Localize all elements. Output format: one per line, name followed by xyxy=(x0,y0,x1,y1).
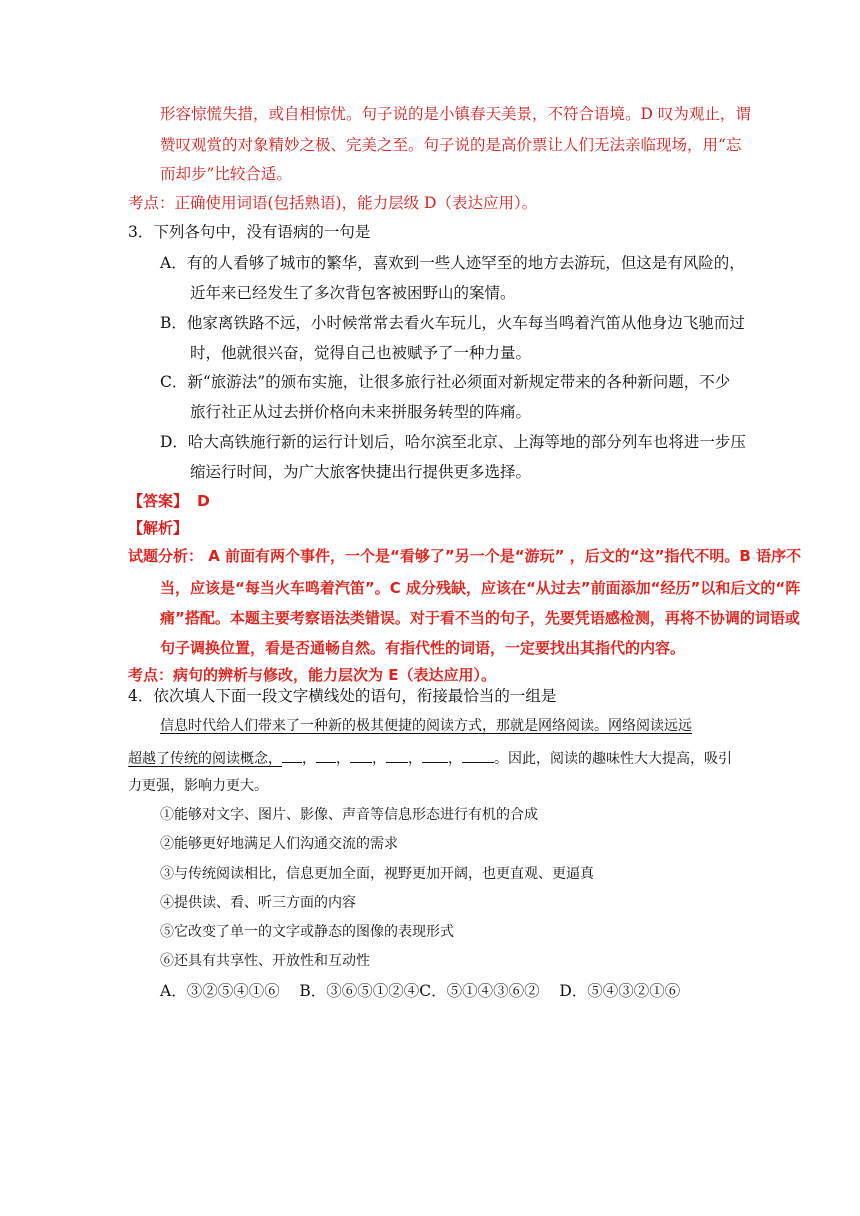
q4-passage-line-3: 力更强，影响力更大。 xyxy=(128,778,268,794)
blank-separator-4: ， xyxy=(408,751,422,767)
analysis-prev-line-1: 形容惊慌失措，或自相惊忧。句子说的是小镇春天美景，不符合语境。D 叹为观止，谓 xyxy=(160,105,751,123)
q3-answer-row xyxy=(128,491,210,511)
q3-option-a-line-1: A．有的人看够了城市的繁华，喜欢到一些人迹罕至的地方去游玩，但这是有风险的， xyxy=(160,254,745,272)
blank-separator-2: ， xyxy=(336,751,350,767)
q3-option-b-line-2: 时，他就很兴奋，觉得自己也被赋予了一种力量。 xyxy=(190,344,532,362)
q3-option-a-line-2: 近年来已经发生了多次背包客被困野山的案情。 xyxy=(190,284,516,302)
q4-options: A．③②⑤④①⑥ B．③⑥⑤①②④C．⑤①④③⑥② D．⑤④③②①⑥ xyxy=(160,982,681,1000)
blank-separator-5: ， xyxy=(448,751,462,767)
q4-item-6: ⑥还具有共享性、开放性和互动性 xyxy=(160,953,370,969)
q3-option-c-line-1: C．新“旅游法”的颁布实施，让很多旅行社必须面对新规定带来的各种新问题，不少 xyxy=(160,373,731,391)
q3-analysis-line-4: 句子调换位置，看是否通畅自然。有指代性的词语，一定要找出其指代的内容。 xyxy=(160,639,686,657)
blank-separator-1: ， xyxy=(302,751,316,767)
blank-separator-3: ， xyxy=(372,751,386,767)
fill-blank-3[interactable] xyxy=(350,746,372,763)
q3-kaodian: 考点：病句的辨析与修改，能力层次为 E（表达应用）。 xyxy=(128,666,496,684)
q3-analysis-line-2: 当，应该是“每当火车鸣着汽笛”。C 成分残缺，应该在“从过去”前面添加“经历”以和后文的“阵 xyxy=(160,579,801,597)
q3-option-c-line-2: 旅行社正从过去拼价格向未来拼服务转型的阵痛。 xyxy=(190,403,532,421)
q4-passage-line-2-end: 。因此，阅读的趣味性大大提高，吸引 xyxy=(494,751,732,767)
q4-item-5: ⑤它改变了单一的文字或静态的图像的表现形式 xyxy=(160,924,454,940)
q4-stem: 4．依次填人下面一段文字横线处的语句，衔接最恰当的一组是 xyxy=(128,687,557,705)
q3-option-d-line-2: 缩运行时间，为广大旅客快捷出行提供更多选择。 xyxy=(190,463,532,481)
q3-option-d-line-1: D．哈大高铁施行新的运行计划后，哈尔滨至北京、上海等地的部分列车也将进一步压 xyxy=(160,433,746,451)
fill-blank-5[interactable] xyxy=(422,746,448,763)
fill-blank-2[interactable] xyxy=(316,746,336,763)
q4-passage-line-1: 信息时代给人们带来了一种新的极其便捷的阅读方式，那就是网络阅读。网络阅读远远 xyxy=(160,718,692,734)
q4-item-3: ③与传统阅读相比，信息更加全面，视野更加开阔，也更直观、更逼真 xyxy=(160,866,594,882)
fill-blank-6[interactable] xyxy=(462,746,494,763)
analysis-prev-kaodian: 考点：正确使用词语(包括熟语)，能力层级 D（表达应用）。 xyxy=(128,194,538,212)
analysis-label: 【解析】 xyxy=(128,519,189,537)
q4-item-4: ④提供读、看、听三方面的内容 xyxy=(160,895,356,911)
fill-blank-1[interactable] xyxy=(282,746,302,763)
q4-item-2: ②能够更好地满足人们沟通交流的需求 xyxy=(160,836,398,852)
answer-value: D xyxy=(196,492,210,510)
q3-analysis-line-1: 试题分析： A 前面有两个事件，一个是“看够了”另一个是“游玩” ，后文的“这”指代不明。B 语序不 xyxy=(128,547,802,565)
fill-blank-4[interactable] xyxy=(386,746,408,763)
q3-stem: 3．下列各句中，没有语病的一句是 xyxy=(128,223,371,241)
q4-passage-line-2-start: 超越了传统的阅读概念， xyxy=(128,751,282,767)
analysis-prev-line-3: 而却步”比较合适。 xyxy=(160,165,292,183)
q4-passage-line-2 xyxy=(128,746,732,769)
analysis-prev-line-2: 赞叹观赏的对象精妙之极、完美之至。句子说的是高价票让人们无法亲临现场，用“忘 xyxy=(160,136,742,154)
q3-analysis-line-3: 痛”搭配。本题主要考察语法类错误。对于看不当的句子，先要凭语感检测，再将不协调的词语或 xyxy=(160,609,800,627)
answer-label: 【答案】 xyxy=(128,492,189,510)
q3-option-b-line-1: B．他家离铁路不远，小时候常常去看火车玩儿，火车每当鸣着汽笛从他身边飞驰而过 xyxy=(160,314,745,332)
q4-item-1: ①能够对文字、图片、影像、声音等信息形态进行有机的合成 xyxy=(160,807,538,823)
q3-analysis-label-row xyxy=(128,518,188,538)
